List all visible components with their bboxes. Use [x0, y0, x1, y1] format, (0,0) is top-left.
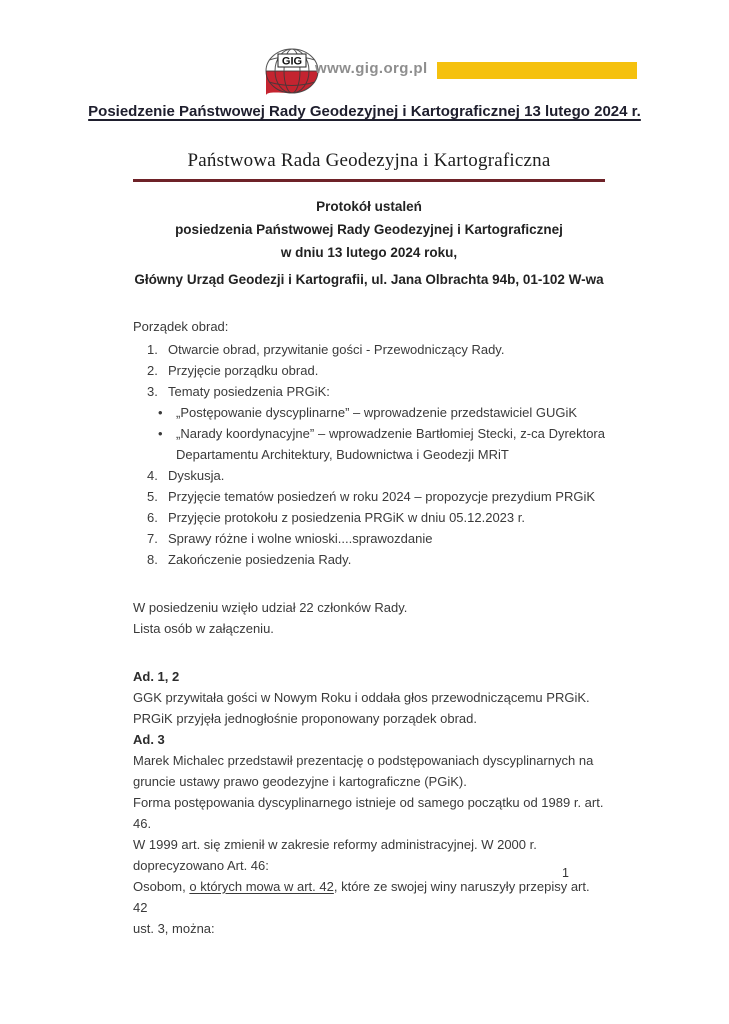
paragraph-line-with-underline [133, 876, 605, 918]
post-title-link[interactable]: Posiedzenie Państwowej Rady Geodezyjnej i Kartograficznej 13 lutego 2024 r. [88, 103, 641, 120]
list-number: 4. [147, 468, 158, 483]
section-ad-3 [133, 729, 605, 939]
logo-text: GIG [281, 55, 303, 68]
osobom-suffix: , które ze swojej winy naruszyły przepisy art. 42 [133, 879, 590, 915]
doc-body [133, 316, 605, 939]
list-item [133, 507, 605, 528]
list-item [133, 381, 605, 402]
globe-logo-icon [261, 45, 323, 98]
paragraph-line: Forma postępowania dyscyplinarnego istnieje od samego początku od 1989 r. art. [133, 795, 604, 810]
section-ad-1-2 [133, 666, 605, 729]
bullet-item-text: „Narady koordynacyjne” – wprowadzenie Bartłomiej Stecki, z-ca Dyrektora [176, 426, 605, 441]
paragraph-line: 46. [133, 816, 152, 831]
list-item-text: Tematy posiedzenia PRGiK: [168, 384, 330, 399]
list-number: 8. [147, 552, 158, 567]
bullet-item-text: „Postępowanie dyscyplinarne” – wprowadzenie przedstawiciel GUGiK [176, 405, 578, 420]
section-heading: Ad. 1, 2 [133, 669, 180, 684]
list-number: 1. [147, 342, 158, 357]
list-item [133, 549, 605, 570]
paragraph-line: GGK przywitała gości w Nowym Roku i oddała głos przewodniczącemu PRGiK. [133, 690, 590, 705]
bullet-spacer [158, 444, 176, 465]
list-item-text: Przyjęcie protokołu z posiedzenia PRGiK w dniu 05.12.2023 r. [168, 510, 525, 525]
list-number: 2. [147, 363, 158, 378]
list-number: 6. [147, 510, 158, 525]
doc-heading [133, 195, 605, 291]
doc-heading-line: Protokół ustaleń [316, 199, 422, 214]
bullet-item-text: Departamentu Architektury, Budownictwa i Geodezji MRiT [176, 447, 509, 462]
header-yellow-bar [437, 62, 637, 79]
list-item-text: Dyskusja. [168, 468, 225, 483]
list-number: 5. [147, 489, 158, 504]
paragraph-line: Marek Michalec przedstawił prezentację o podstępowaniach dyscyplinarnych na [133, 753, 594, 768]
paragraph-line: doprecyzowano Art. 46: [133, 858, 269, 873]
bullet-item-continuation [133, 444, 605, 465]
document-content [133, 150, 605, 939]
bullet-item [133, 402, 605, 423]
paragraph-line: ust. 3, można: [133, 921, 215, 936]
list-item-text: Sprawy różne i wolne wnioski....sprawozdanie [168, 531, 433, 546]
doc-heading-line: Główny Urząd Geodezji i Kartografii, ul. Jana Olbrachta 94b, 01-102 W-wa [134, 272, 604, 287]
list-item [133, 486, 605, 507]
section-heading: Ad. 3 [133, 732, 165, 747]
org-title: Państwowa Rada Geodezyjna i Kartograficzna [133, 150, 605, 182]
attendance-line: W posiedzeniu wzięło udział 22 członków Rady. [133, 600, 408, 615]
doc-heading-line: w dniu 13 lutego 2024 roku, [280, 245, 458, 260]
paragraph-line: PRGiK przyjęła jednogłośnie proponowany porządek obrad. [133, 711, 477, 726]
page-number: 1 [562, 866, 569, 880]
list-number: 7. [147, 531, 158, 546]
paragraph-line: W 1999 art. się zmienił w zakresie reformy administracyjnej. W 2000 r. [133, 837, 537, 852]
list-item [133, 360, 605, 381]
list-item [133, 465, 605, 486]
list-item-text: Otwarcie obrad, przywitanie gości - Przewodniczący Rady. [168, 342, 505, 357]
paragraph-line: gruncie ustawy prawo geodezyjne i kartograficzne (PGiK). [133, 774, 467, 789]
bullet-item [133, 423, 605, 444]
list-item-text: Przyjęcie tematów posiedzeń w roku 2024 – propozycje prezydium PRGiK [168, 489, 596, 504]
agenda-label: Porządek obrad: [133, 319, 229, 334]
bullet-icon: • [158, 426, 163, 441]
list-item-text: Zakończenie posiedzenia Rady. [168, 552, 352, 567]
list-item-text: Przyjęcie porządku obrad. [168, 363, 319, 378]
list-number: 3. [147, 384, 158, 399]
attendance-line: Lista osób w załączeniu. [133, 621, 274, 636]
gig-logo[interactable] [261, 45, 323, 98]
bullet-icon: • [158, 405, 163, 420]
osobom-prefix: Osobom, [133, 879, 190, 894]
doc-heading-line: posiedzenia Państwowej Rady Geodezyjnej i Kartograficznej [175, 222, 563, 237]
list-item [133, 339, 605, 360]
attendance-paragraph [133, 597, 605, 639]
site-url-link[interactable]: www.gig.org.pl [315, 60, 428, 77]
list-item [133, 528, 605, 549]
osobom-underlined-reference: o których mowa w art. 42 [189, 879, 334, 894]
